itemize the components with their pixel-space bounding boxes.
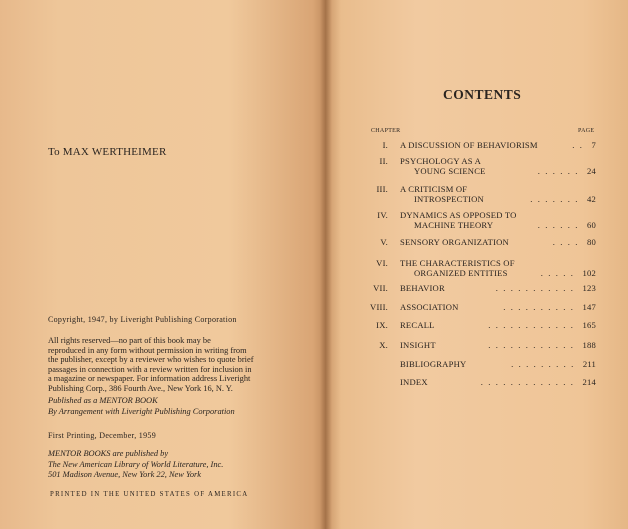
toc-entry bbox=[346, 377, 596, 389]
chapter-number: X. bbox=[379, 340, 388, 350]
publication-note bbox=[48, 396, 235, 417]
page-number: 123 bbox=[582, 283, 596, 293]
chapter-title: PSYCHOLOGY AS A bbox=[400, 156, 481, 166]
dedication: To MAX WERTHEIMER bbox=[48, 146, 167, 158]
chapter-title: RECALL bbox=[400, 320, 435, 330]
leader-dots: . . . . . . . bbox=[530, 194, 579, 204]
chapter-title: BEHAVIOR bbox=[400, 283, 445, 293]
page-number: 211 bbox=[582, 359, 596, 369]
leader-dots: . . . . . . bbox=[537, 166, 579, 176]
leader-dots: . . bbox=[572, 140, 584, 150]
copyright-notice: Copyright, 1947, by Liveright Publishing Corporation bbox=[48, 315, 237, 324]
rights-line: the publisher, except by a reviewer who wishes to quote brief bbox=[48, 355, 254, 365]
page-number: 165 bbox=[582, 320, 596, 330]
chapter-title-continued: INTROSPECTION bbox=[414, 194, 484, 204]
chapter-number: IX. bbox=[376, 320, 388, 330]
toc-entry bbox=[346, 320, 596, 332]
chapter-title: BIBLIOGRAPHY bbox=[400, 359, 467, 369]
chapter-title: SENSORY ORGANIZATION bbox=[400, 237, 509, 247]
chapter-title: INSIGHT bbox=[400, 340, 436, 350]
chapter-title-continued: ORGANIZED ENTITIES bbox=[414, 268, 508, 278]
rights-line: All rights reserved—no part of this book may be bbox=[48, 336, 211, 345]
toc-entry bbox=[346, 237, 596, 249]
chapter-title: A CRITICISM OF bbox=[400, 184, 468, 194]
contents-title: CONTENTS bbox=[443, 87, 522, 102]
rights-line: passages in connection with a review written for inclusion in bbox=[48, 364, 252, 374]
toc-entry bbox=[346, 156, 596, 178]
leader-dots: . . . . . . . . . . . . . bbox=[480, 377, 575, 387]
toc-entry bbox=[346, 258, 596, 280]
chapter-title: ASSOCIATION bbox=[400, 302, 459, 312]
page-number: 102 bbox=[582, 268, 596, 278]
toc-entry bbox=[346, 302, 596, 314]
chapter-title: A DISCUSSION OF BEHAVIORISM bbox=[400, 140, 538, 150]
chapter-number: V. bbox=[380, 237, 388, 247]
toc-entry bbox=[346, 184, 596, 206]
page-number: 7 bbox=[591, 140, 596, 150]
page-header: PAGE bbox=[578, 128, 595, 134]
chapter-title: INDEX bbox=[400, 377, 428, 387]
rights-line: Publishing Corp., 386 Fourth Ave., New York 16, N. Y. bbox=[48, 383, 233, 393]
toc-entry bbox=[346, 210, 596, 232]
page-number: 147 bbox=[582, 302, 596, 312]
publication-line: Published as a MENTOR BOOK bbox=[48, 396, 158, 405]
page-number: 24 bbox=[587, 166, 596, 176]
leader-dots: . . . . . . bbox=[537, 220, 579, 230]
chapter-title-continued: YOUNG SCIENCE bbox=[414, 166, 486, 176]
toc-entry bbox=[346, 283, 596, 295]
chapter-number: III. bbox=[376, 184, 388, 194]
chapter-number: VI. bbox=[376, 258, 388, 268]
leader-dots: . . . . . . . . . . . . bbox=[488, 320, 575, 330]
toc-entry bbox=[346, 340, 596, 352]
toc-entry bbox=[346, 359, 596, 371]
leader-dots: . . . . . . . . . . . . bbox=[488, 340, 575, 350]
chapter-header: CHAPTER bbox=[371, 128, 401, 134]
page-number: 214 bbox=[582, 377, 596, 387]
rights-reserved-text bbox=[48, 336, 293, 394]
first-printing: First Printing, December, 1959 bbox=[48, 431, 156, 440]
page-number: 42 bbox=[587, 194, 596, 204]
rights-line: a magazine or newspaper. For information address Liveright bbox=[48, 374, 251, 384]
book-gutter bbox=[320, 0, 332, 529]
chapter-title: DYNAMICS AS OPPOSED TO bbox=[400, 210, 517, 220]
leader-dots: . . . . . . . . . . . bbox=[495, 283, 575, 293]
page-number: 60 bbox=[587, 220, 596, 230]
chapter-number: II. bbox=[379, 156, 388, 166]
chapter-title: THE CHARACTERISTICS OF bbox=[400, 258, 515, 268]
leader-dots: . . . . . . . . . . bbox=[503, 302, 575, 312]
publication-line: By Arrangement with Liveright Publishing Corporation bbox=[48, 406, 235, 416]
chapter-number: IV. bbox=[377, 210, 388, 220]
rights-line: reproduced in any form without permission in writing from bbox=[48, 345, 247, 355]
leader-dots: . . . . . bbox=[540, 268, 575, 278]
publisher-info bbox=[48, 449, 223, 481]
printed-in-usa: PRINTED IN THE UNITED STATES OF AMERICA bbox=[50, 491, 249, 498]
chapter-number: I. bbox=[382, 140, 388, 150]
leader-dots: . . . . . . . . . bbox=[511, 359, 575, 369]
publisher-line: The New American Library of World Literature, Inc. bbox=[48, 459, 224, 469]
publisher-line: 501 Madison Avenue, New York 22, New York bbox=[48, 470, 202, 480]
publisher-line: MENTOR BOOKS are published by bbox=[48, 449, 169, 458]
page-number: 80 bbox=[587, 237, 596, 247]
chapter-number: VII. bbox=[373, 283, 388, 293]
page-number: 188 bbox=[582, 340, 596, 350]
leader-dots: . . . . bbox=[552, 237, 579, 247]
toc-entry bbox=[346, 140, 596, 152]
chapter-number: VIII. bbox=[370, 302, 388, 312]
chapter-title-continued: MACHINE THEORY bbox=[414, 220, 494, 230]
